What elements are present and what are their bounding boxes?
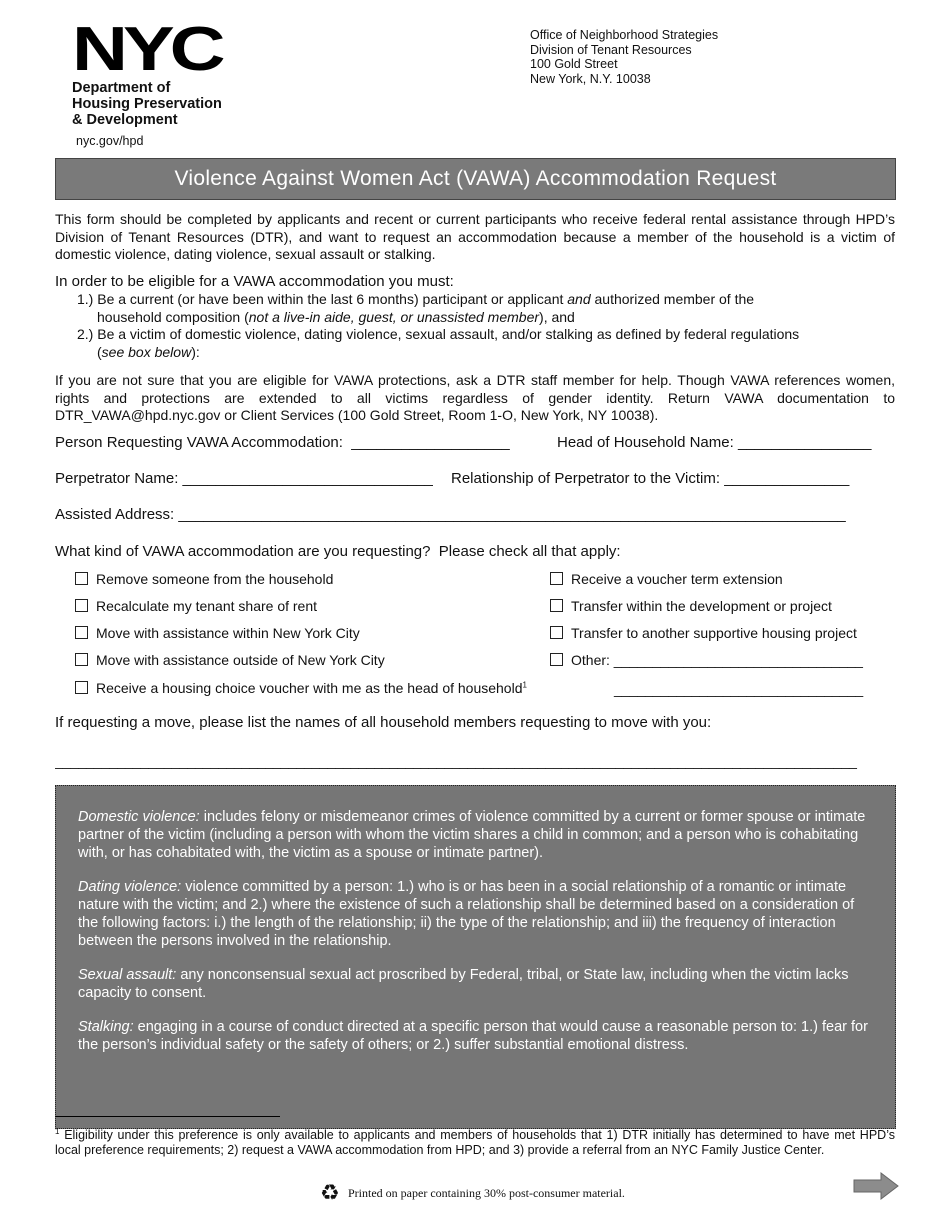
department-name [72, 80, 222, 128]
definition: violence committed by a person: 1.) who is or has been in a social relationship of a romantic or intimate nature with the victim; and 2.) where the existence of such a relationship shall be determined based on a consideration of the following factors: i.) the length of the relationship; ii) the type of the relationship; and iii) the frequency of interaction between the persons involved in the relationship. [78, 879, 855, 949]
checkbox[interactable] [550, 599, 563, 612]
text: authorized member of the [590, 291, 755, 307]
label: Receive a housing choice voucher with me as the head of household [96, 680, 523, 696]
checkbox-move-outside-nyc[interactable] [75, 652, 385, 668]
eligibility-list [55, 291, 895, 361]
term: Dating violence: [78, 879, 182, 895]
website-link[interactable]: nyc.gov/hpd [76, 134, 144, 148]
footnote [55, 1124, 895, 1158]
checkbox-voucher-extension[interactable] [550, 571, 783, 587]
recycle-icon: ♻ [320, 1180, 340, 1205]
text: see box below [101, 343, 192, 360]
checkbox[interactable] [75, 599, 88, 612]
head-of-household-field[interactable]: Head of Household Name: ________________ [557, 434, 872, 451]
assisted-address-field[interactable]: Assisted Address: ________________________________________________________________________________ [55, 506, 846, 523]
office-address [530, 28, 718, 86]
checkbox-recalculate-rent[interactable] [75, 598, 317, 614]
checkbox[interactable] [75, 681, 88, 694]
label: Move with assistance within New York City [96, 625, 360, 641]
text: not a live-in aide, guest, or unassisted member [248, 308, 540, 325]
checkbox-housing-choice-voucher[interactable] [75, 680, 527, 696]
dept-line: Housing Preservation [72, 96, 222, 112]
definitions-box [55, 785, 896, 1129]
checkbox-transfer-within[interactable] [550, 598, 832, 614]
checkbox[interactable] [75, 626, 88, 639]
term: Domestic violence: [78, 809, 200, 825]
dept-line: & Development [72, 112, 178, 128]
label: Remove someone from the household [96, 571, 334, 587]
other-line-2[interactable]: ________________________________ [614, 681, 864, 697]
intro-text: This form should be completed by applicants and recent or current participants who receive federal rental assistance through HPD’s Division of Tenant Resources (DTR), and want to request an accommodation because a member of the household is a victim of domestic violence, dating violence, sexual assault or stalking. [55, 211, 895, 262]
label: Move with assistance outside of New York City [96, 652, 385, 668]
definition-stalking [78, 1018, 875, 1054]
definition-domestic-violence [78, 808, 875, 862]
person-requesting-field[interactable]: Person Requesting VAWA Accommodation: ___________________ [55, 434, 510, 451]
term: Stalking: [78, 1019, 134, 1035]
next-page-arrow-icon[interactable] [853, 1172, 899, 1200]
footnote-mark: 1 [55, 1127, 60, 1136]
checkbox-move-within-nyc[interactable] [75, 625, 360, 641]
dept-line: Department of [72, 80, 171, 96]
perpetrator-name-field[interactable]: Perpetrator Name: ______________________________ [55, 470, 433, 487]
definition: engaging in a course of conduct directed at a specific person that would cause a reasonable person to: 1.) fear for the person’s individual safety or the safety of others; or 2.) suffer substantial emotional distress. [78, 1019, 868, 1053]
label: Receive a voucher term extension [571, 571, 783, 587]
accommodation-question: What kind of VAWA accommodation are you requesting? Please check all that apply: [55, 543, 621, 560]
text: ): [191, 343, 200, 360]
checkbox-transfer-supportive[interactable] [550, 625, 857, 641]
checkbox[interactable] [550, 626, 563, 639]
text: ), and [539, 308, 575, 325]
checkbox[interactable] [75, 572, 88, 585]
checkbox[interactable] [550, 572, 563, 585]
definition: includes felony or misdemeanor crimes of violence committed by a current or former spouse or intimate partner of the victim (including a person with whom the victim shares a child in common; and a person who is cohabitating with, or has cohabitated with, the victim as a spouse or intimate partner). [78, 809, 866, 861]
household-members-line[interactable]: _______________________________________________________________________________________________________ [55, 753, 857, 769]
text: 2.) Be a victim of domestic violence, dating violence, sexual assault, and/or stalking as defined by federal regulations [77, 326, 800, 342]
nyc-logo: NYC [72, 15, 221, 84]
office-line: New York, N.Y. 10038 [530, 71, 651, 86]
form-title: Violence Against Women Act (VAWA) Accommodation Request [55, 158, 896, 200]
label: Transfer within the development or project [571, 598, 832, 614]
office-line: Office of Neighborhood Strategies [530, 28, 719, 42]
text: ( [97, 343, 102, 360]
help-text: If you are not sure that you are eligible for VAWA protections, ask a DTR staff member for help. Though VAWA references women, rights and protections are extended to all victims regardless of gender identity. Return VAWA documentation to DTR_VAWA@hpd.nyc.gov or Client Services (100 Gold Street, Room 1-O, New York, NY 10038). [55, 372, 895, 423]
checkbox-other[interactable] [550, 652, 863, 668]
definition-sexual-assault [78, 966, 875, 1002]
footnote-mark: 1 [522, 680, 527, 690]
definition: any nonconsensual sexual act proscribed by Federal, tribal, or State law, including when the victim lacks capacity to consent. [78, 967, 849, 1001]
eligibility-heading: In order to be eligible for a VAWA accommodation you must: [55, 273, 454, 290]
relationship-field[interactable]: Relationship of Perpetrator to the Victim: _______________ [451, 470, 850, 487]
footnote-text: Eligibility under this preference is only available to applicants and members of households that 1) DTR initially has determined to have met HPD’s local preference requirements; 2) request a VAWA accommodation from HPD; and 3) provide a referral from an NYC Family Justice Center. [55, 1128, 895, 1158]
label: Recalculate my tenant share of rent [96, 598, 318, 614]
text: and [567, 291, 591, 307]
term: Sexual assault: [78, 967, 177, 983]
checkbox-remove-someone[interactable] [75, 571, 333, 587]
printed-note: Printed on paper containing 30% post-consumer material. [348, 1186, 625, 1200]
office-line: 100 Gold Street [530, 57, 618, 71]
text: household composition ( [97, 308, 249, 325]
checkbox[interactable] [550, 653, 563, 666]
label: Other: ________________________________ [571, 652, 863, 668]
definition-dating-violence [78, 878, 875, 950]
office-line: Division of Tenant Resources [530, 42, 692, 57]
text: 1.) Be a current (or have been within the last 6 months) participant or applicant [77, 291, 568, 307]
footnote-divider [55, 1116, 280, 1117]
label: Transfer to another supportive housing project [571, 625, 857, 641]
checkbox[interactable] [75, 653, 88, 666]
move-question: If requesting a move, please list the names of all household members requesting to move with you: [55, 714, 712, 731]
